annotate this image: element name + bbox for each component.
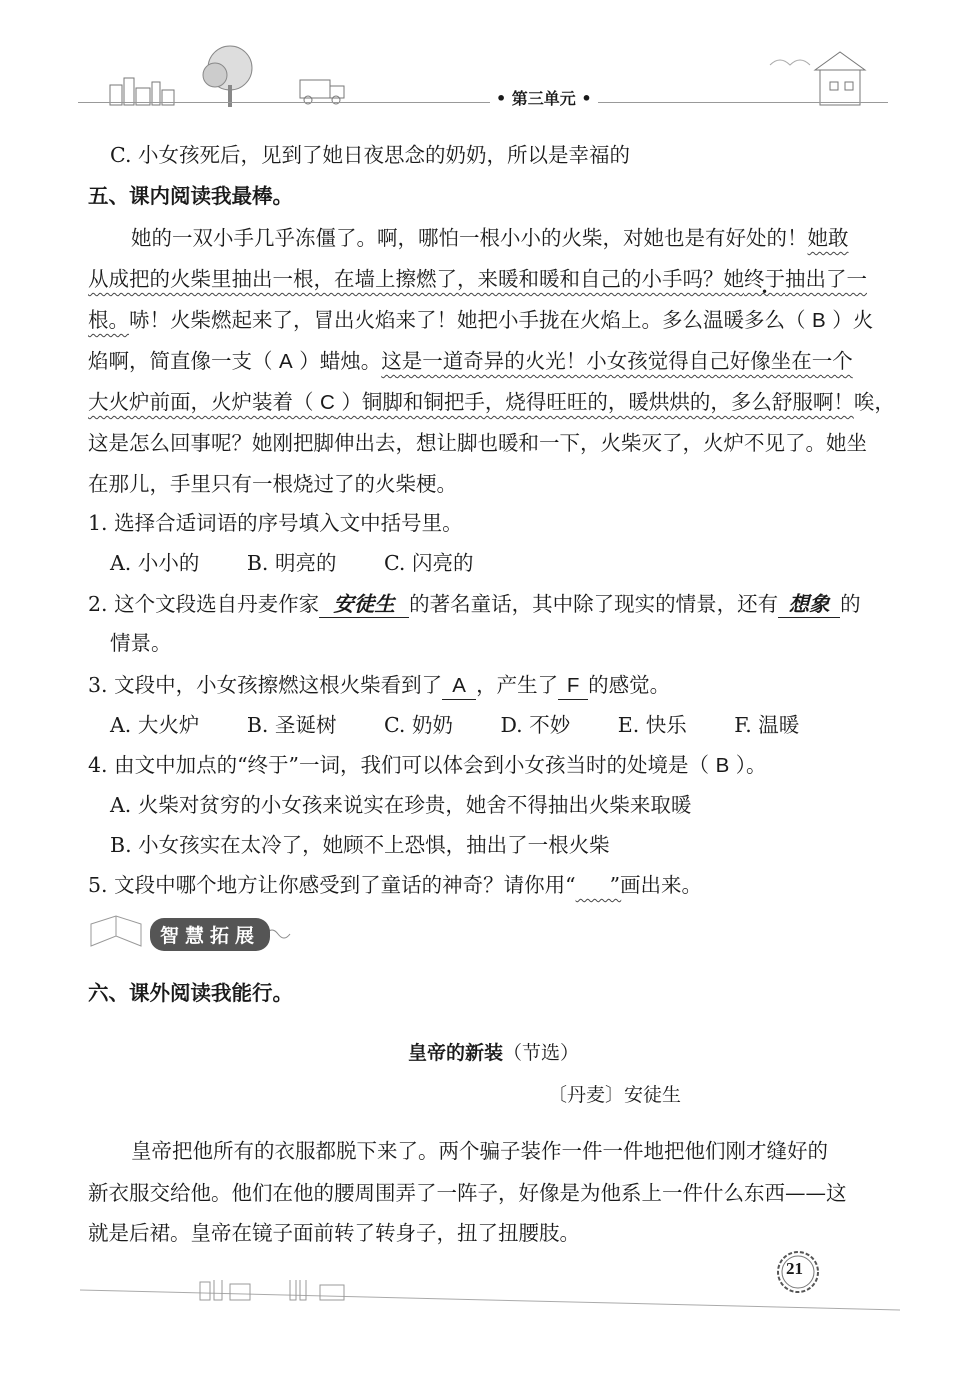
wavy-underlined-text: 这是一道奇异的火光！小女孩觉得自己好像坐在一个 bbox=[381, 349, 853, 373]
answer-text: C bbox=[320, 391, 335, 414]
section-5-title: 五、课内阅读我最棒。 bbox=[88, 184, 293, 208]
passage-line-2 bbox=[88, 266, 867, 292]
answer-text: B bbox=[715, 754, 730, 777]
story-title-main: 皇帝的新装 bbox=[408, 1042, 504, 1064]
question-4 bbox=[88, 752, 767, 779]
wavy-underlined-text: ）铜脚和铜把手，烧得旺旺的，暖烘烘的，多么舒服啊！ bbox=[334, 390, 854, 414]
unit-title: • 第三单元 • bbox=[490, 86, 598, 109]
passage-text: 焰啊，简直像一支（ bbox=[88, 349, 280, 373]
question-text: 的感觉。 bbox=[588, 673, 671, 697]
question-3-options: A. 大火炉 B. 圣诞树 C. 奶奶 D. 不妙 E. 快乐 F. 温暖 bbox=[110, 713, 800, 737]
question-text: 3. 文段中，小女孩擦燃这根火柴看到了 bbox=[88, 673, 443, 697]
passage-line-3 bbox=[88, 307, 873, 334]
banner-label: 智慧拓展 bbox=[150, 918, 270, 951]
answer-blank: 想象 bbox=[778, 591, 840, 618]
answer-text: A bbox=[279, 350, 293, 373]
header-rule bbox=[78, 102, 888, 103]
passage-line-7: 在那儿，手里只有一根烧过了的火柴梗。 bbox=[88, 472, 457, 496]
story-title-sub: （节选） bbox=[503, 1042, 580, 1064]
passage-text: 唉， bbox=[853, 390, 895, 414]
answer-text: B bbox=[812, 309, 826, 332]
wavy-underlined-text: 她敢 bbox=[807, 226, 849, 250]
story-title bbox=[408, 1038, 579, 1065]
question-4-option-a: A. 火柴对贫穷的小女孩来说实在珍贵，她舍不得抽出火柴来取暖 bbox=[110, 793, 692, 817]
dotted-emphasis-text: 终于 bbox=[744, 267, 785, 291]
answer-blank: F bbox=[558, 673, 588, 700]
question-text: ，产生了 bbox=[476, 673, 559, 697]
answer-blank: A bbox=[442, 673, 476, 700]
wavy-line-sample bbox=[576, 872, 610, 898]
truck-icon bbox=[300, 80, 344, 104]
house-icon bbox=[815, 52, 865, 105]
question-5 bbox=[88, 872, 702, 898]
question-4-option-b: B. 小女孩实在太冷了，她顾不上恐惧，抽出了一根火柴 bbox=[110, 833, 610, 857]
banner bbox=[150, 918, 270, 951]
passage-line-1 bbox=[131, 225, 849, 251]
wavy-underlined-text: 根。 bbox=[88, 308, 129, 332]
tree-icon bbox=[203, 46, 252, 107]
book-icon bbox=[91, 916, 141, 946]
excerpt-line-3: 就是后裙。皇帝在镜子面前转了转身子，扭了扭腰肢。 bbox=[88, 1221, 580, 1245]
cloud-icon bbox=[770, 60, 810, 65]
wavy-underlined-text: 抽出了一 bbox=[785, 267, 867, 291]
question-1: 1. 选择合适词语的序号填入文中括号里。 bbox=[88, 511, 463, 535]
passage-line-4 bbox=[88, 348, 853, 375]
passage-text: ）蜡烛。 bbox=[292, 349, 382, 373]
question-text: 2. 这个文段选自丹麦作家 bbox=[88, 592, 320, 616]
question-2-cont: 情景。 bbox=[110, 631, 172, 655]
passage-text: ）火 bbox=[825, 308, 874, 332]
option-c-line: C. 小女孩死后，见到了她日夜思念的奶奶，所以是幸福的 bbox=[110, 143, 630, 167]
story-author: 〔丹麦〕安徒生 bbox=[548, 1084, 682, 1106]
question-1-options: A. 小小的 B. 明亮的 C. 闪亮的 bbox=[110, 551, 474, 575]
question-text: 4. 由文中加点的“终于”一词，我们可以体会到小女孩当时的处境是（ bbox=[88, 753, 716, 777]
excerpt-line-2: 新衣服交给他。他们在他的腰周围弄了一阵子，好像是为他系上一件什么东西——这 bbox=[88, 1181, 847, 1205]
question-2 bbox=[88, 591, 861, 618]
excerpt-line-1: 皇帝把他所有的衣服都脱下来了。两个骗子装作一件一件地把他们刚才缝好的 bbox=[131, 1139, 828, 1163]
question-text: 的 bbox=[840, 592, 861, 616]
skyline-icon bbox=[200, 1280, 344, 1300]
wavy-underlined-text: 从成把的火柴里抽出一根，在墙上擦燃了，来暖和暖和自己的小手吗？她 bbox=[88, 267, 744, 291]
section-6-title: 六、课外阅读我能行。 bbox=[88, 981, 293, 1005]
answer-blank: 安徒生 bbox=[319, 591, 409, 618]
question-text: ）。 bbox=[729, 753, 767, 777]
passage-line-5 bbox=[88, 389, 895, 416]
passage-line-6: 这是怎么回事呢？她刚把脚伸出去，想让脚也暖和一下，火柴灭了，火炉不见了。她坐 bbox=[88, 431, 867, 455]
city-skyline-icon bbox=[110, 78, 174, 105]
passage-text: 她的一双小手几乎冻僵了。啊，哪怕一根小小的火柴，对她也是有好处的！ bbox=[131, 226, 808, 250]
wavy-underlined-text: 大火炉前面，火炉装着（ bbox=[88, 390, 321, 414]
passage-text: 哧！火柴燃起来了，冒出火焰来了！她把小手拢在火焰上。多么温暖多么（ bbox=[129, 308, 813, 332]
question-text: 的著名童话，其中除了现实的情景，还有 bbox=[409, 592, 779, 616]
question-3 bbox=[88, 672, 670, 700]
question-text: 5. 文段中哪个地方让你感受到了童话的神奇？请你用“ bbox=[88, 873, 576, 897]
question-text: ”画出来。 bbox=[609, 873, 703, 897]
page-number: 21 bbox=[786, 1259, 803, 1278]
